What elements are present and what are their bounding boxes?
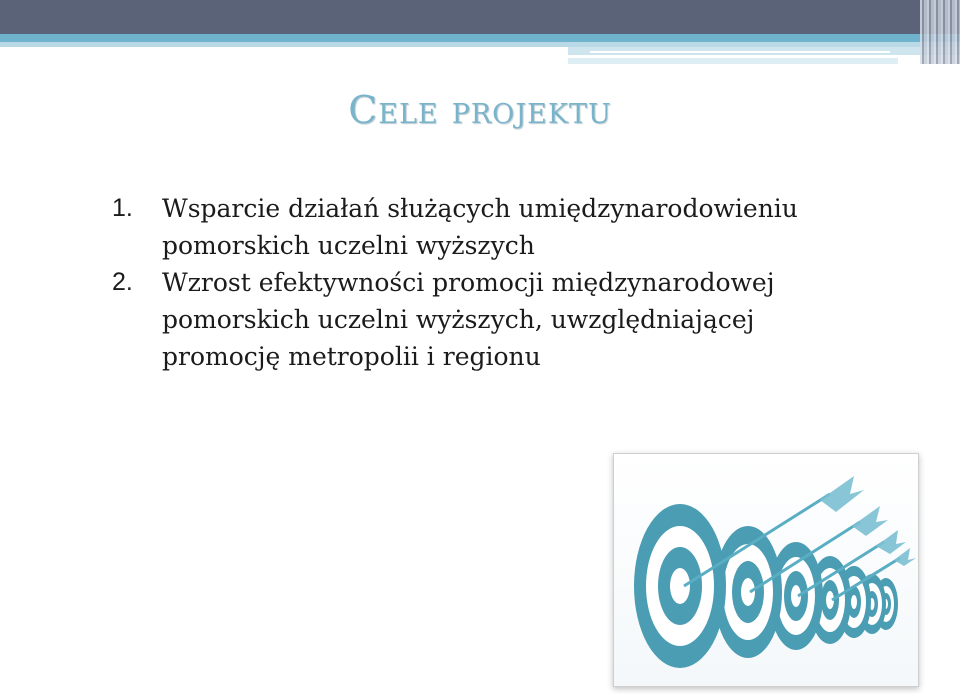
header-bar-blue xyxy=(0,34,960,42)
header-stripes xyxy=(920,0,960,64)
slide-title: Cele projektu xyxy=(348,88,612,132)
header-line xyxy=(590,51,890,53)
target-picture xyxy=(613,453,919,687)
list-item-text: Wzrost efektywności promocji międzynarodowej pomorskich uczelni wyższych, uwzględniającej promocję metropolii i regionu xyxy=(162,268,775,371)
list-item xyxy=(112,190,832,264)
header-bar-lighter-right xyxy=(568,58,898,64)
list-item-number: 2. xyxy=(112,268,133,296)
list-item-text: Wsparcie działań służących umiędzynarodowieniu pomorskich uczelni wyższych xyxy=(162,194,798,260)
objectives-list xyxy=(112,190,832,375)
list-item xyxy=(112,264,832,375)
list-item-number: 1. xyxy=(112,194,133,222)
target-arrows-icon xyxy=(614,454,918,686)
header-bar-dark xyxy=(0,0,960,34)
